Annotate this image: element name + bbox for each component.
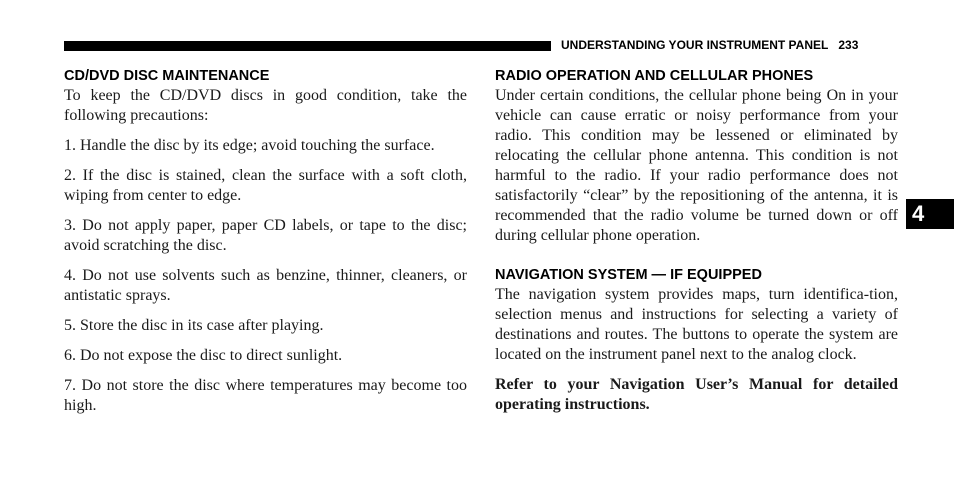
precaution-item: 1. Handle the disc by its edge; avoid touching the surface. — [64, 137, 435, 154]
precaution-item: 3. Do not apply paper, paper CD labels, or tape to the disc; avoid scratching the disc. — [64, 217, 467, 254]
radio-cellular-text: Under certain conditions, the cellular phone being On in your vehicle can cause erratic or noisy performance from your radio. This condition may be lessened or eliminated by relocating the cellular phone antenna. This condition is not harmful to the radio. If your radio performance does not satisfactorily “clear” by the repositioning of the antenna, it is recommended that the radio volume be turned down or off during cellular phone operation. — [495, 87, 898, 244]
navigation-heading: NAVIGATION SYSTEM — IF EQUIPPED — [495, 267, 762, 283]
left-column — [64, 66, 467, 416]
right-column — [495, 66, 898, 415]
maintenance-intro: To keep the CD/DVD discs in good condition, take the following precautions: — [64, 87, 467, 124]
running-header — [561, 38, 858, 52]
navigation-manual-note: Refer to your Navigation User’s Manual for detailed operating instructions. — [495, 376, 898, 413]
precaution-item: 5. Store the disc in its case after playing. — [64, 317, 324, 334]
radio-cellular-heading: RADIO OPERATION AND CELLULAR PHONES — [495, 68, 814, 84]
header-rule — [64, 41, 551, 51]
precaution-item: 2. If the disc is stained, clean the surface with a soft cloth, wiping from center to edge. — [64, 167, 467, 204]
section-title: UNDERSTANDING YOUR INSTRUMENT PANEL — [561, 38, 829, 52]
precaution-item: 4. Do not use solvents such as benzine, thinner, cleaners, or antistatic sprays. — [64, 267, 467, 304]
precaution-item: 6. Do not expose the disc to direct sunlight. — [64, 347, 343, 364]
precaution-item: 7. Do not store the disc where temperatures may become too high. — [64, 377, 467, 414]
page-number: 233 — [838, 38, 859, 52]
navigation-text: The navigation system provides maps, turn identifica-tion, selection menus and instructions for selecting a variety of destinations and routes. The buttons to operate the system are located on the instrument panel next to the analog clock. — [495, 286, 898, 363]
cd-dvd-maintenance-heading: CD/DVD DISC MAINTENANCE — [64, 68, 270, 84]
chapter-tab: 4 — [906, 199, 954, 229]
